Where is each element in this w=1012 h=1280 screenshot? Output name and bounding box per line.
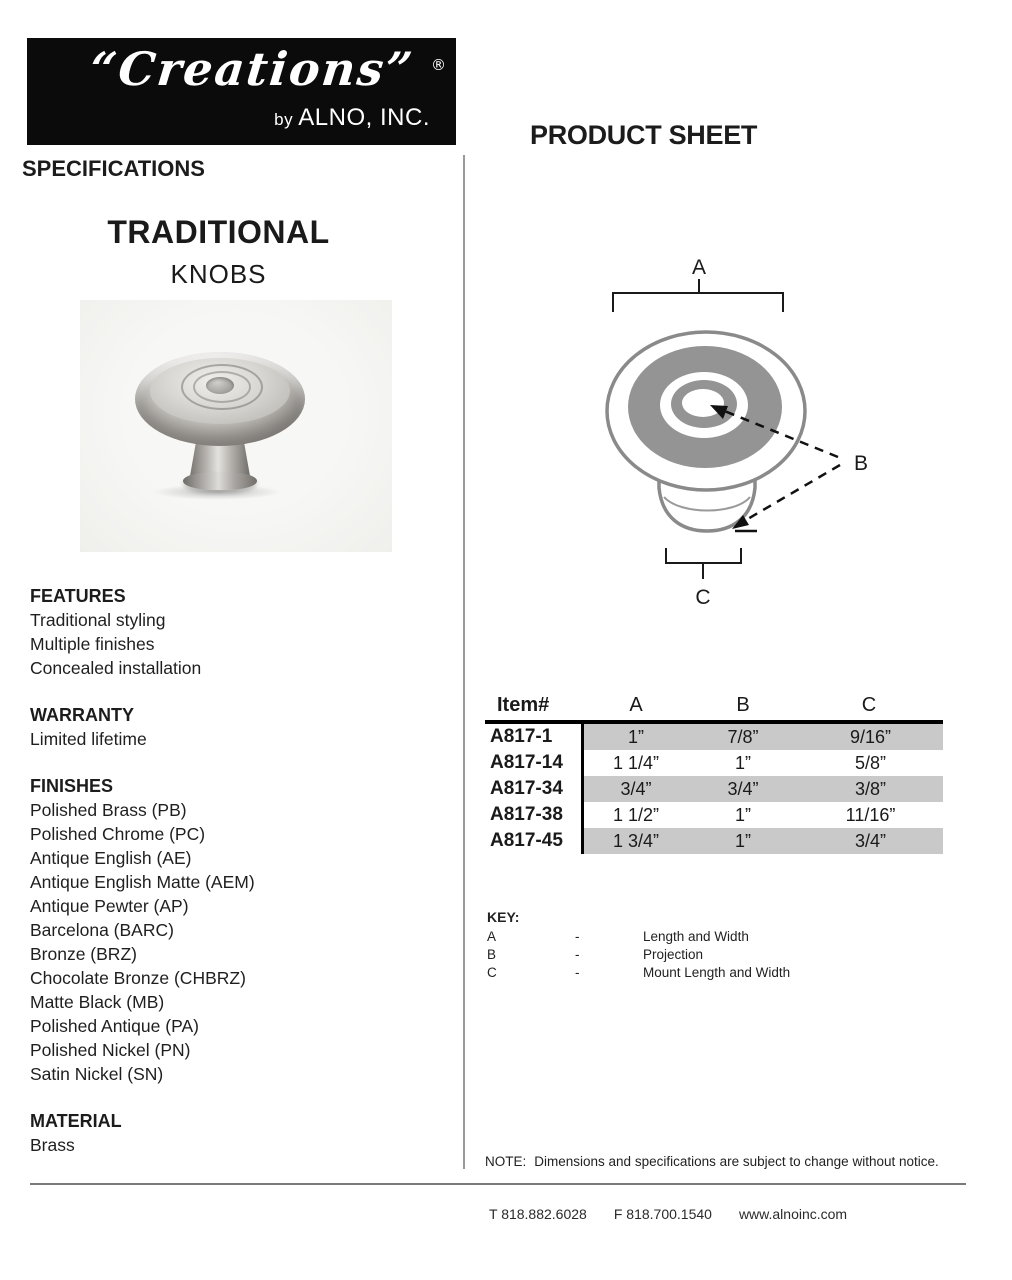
note-text: Dimensions and specifications are subject to change without notice.	[534, 1154, 939, 1169]
item-number: A817-14	[490, 752, 563, 773]
brand-logo-script: “Creations”	[87, 42, 417, 96]
bracket-a	[613, 293, 783, 312]
value-a: 1 1/2”	[612, 804, 660, 825]
key-label: B	[487, 947, 497, 962]
warranty-section	[30, 703, 450, 751]
brand-logo-byline	[274, 104, 430, 132]
list-item: Concealed installation	[30, 658, 202, 678]
brand-logo-company: ALNO, INC.	[298, 104, 430, 131]
list-item: Brass	[30, 1135, 75, 1155]
value-b: 3/4”	[727, 778, 759, 799]
value-a: 3/4”	[620, 778, 652, 799]
table-row-values	[581, 724, 943, 750]
column-header-item: Item#	[497, 694, 550, 716]
spec-table	[485, 694, 943, 854]
brand-logo	[27, 38, 456, 145]
value-a: 1”	[627, 726, 644, 747]
item-number: A817-1	[490, 726, 553, 747]
value-c: 3/8”	[854, 778, 887, 799]
value-c: 11/16”	[845, 804, 896, 825]
footer-fax: F 818.700.1540	[613, 1206, 712, 1222]
key-row	[487, 964, 927, 982]
value-b: 1”	[734, 752, 751, 773]
list-item: Multiple finishes	[30, 634, 155, 654]
table-row	[485, 750, 943, 776]
key-label: A	[487, 929, 497, 944]
note-label: NOTE:	[485, 1154, 527, 1169]
list-item: Polished Brass (PB)	[30, 800, 187, 820]
table-row-values	[581, 802, 943, 828]
product-sheet-title: PRODUCT SHEET	[530, 120, 758, 150]
list-item: Chocolate Bronze (CHBRZ)	[30, 968, 246, 988]
product-title-block	[0, 214, 437, 290]
list-item: Matte Black (MB)	[30, 992, 165, 1012]
value-c: 5/8”	[854, 752, 887, 773]
key-description: Mount Length and Width	[643, 965, 791, 980]
list-item: Antique Pewter (AP)	[30, 896, 189, 916]
table-row-values	[581, 750, 943, 776]
key-row	[487, 928, 927, 946]
key-description: Projection	[643, 947, 704, 962]
table-row-values	[581, 776, 943, 802]
bracket-c	[666, 548, 741, 563]
list-item: Polished Chrome (PC)	[30, 824, 206, 844]
table-row	[485, 776, 943, 802]
table-row	[485, 802, 943, 828]
diagram-label-c: C	[695, 586, 711, 609]
diagram-label-a: A	[691, 256, 707, 279]
key-label: C	[487, 965, 497, 980]
value-c: 9/16”	[849, 726, 892, 747]
key-separator: -	[575, 965, 580, 980]
knob-center-dimple	[206, 377, 234, 394]
list-item: Antique English Matte (AEM)	[30, 872, 255, 892]
value-b: 1”	[734, 830, 751, 851]
warranty-heading: WARRANTY	[30, 705, 134, 725]
material-heading: MATERIAL	[30, 1111, 122, 1131]
value-b: 7/8”	[727, 726, 759, 747]
finishes-heading: FINISHES	[30, 776, 114, 796]
item-number: A817-38	[490, 804, 563, 825]
product-family-title: TRADITIONAL	[107, 214, 330, 250]
list-item: Polished Antique (PA)	[30, 1016, 199, 1036]
dimension-key	[487, 908, 927, 982]
list-item: Barcelona (BARC)	[30, 920, 174, 940]
material-section	[30, 1109, 450, 1157]
brand-logo-by: by	[274, 110, 299, 129]
value-a: 1 3/4”	[612, 830, 660, 851]
registered-trademark-icon: ®	[431, 56, 446, 74]
diagram-label-b: B	[854, 452, 869, 475]
warranty-list	[30, 727, 450, 751]
key-title: KEY:	[487, 909, 520, 925]
material-list	[30, 1133, 450, 1157]
finishes-list	[30, 798, 450, 1086]
column-divider	[463, 155, 465, 1169]
list-item: Polished Nickel (PN)	[30, 1040, 191, 1060]
key-row	[487, 946, 927, 964]
footer-phone: T 818.882.6028	[489, 1206, 587, 1222]
footer-contact	[489, 1206, 847, 1222]
list-item: Antique English (AE)	[30, 848, 192, 868]
key-description: Length and Width	[643, 929, 749, 944]
finishes-section	[30, 774, 450, 1086]
item-number: A817-34	[490, 778, 563, 799]
left-info-column	[30, 584, 450, 1180]
column-header-a: A	[629, 694, 643, 716]
product-type-subtitle: KNOBS	[170, 259, 267, 289]
knob-foot	[183, 472, 257, 490]
product-photo	[80, 300, 392, 552]
value-a: 1 1/4”	[612, 752, 660, 773]
table-row	[485, 828, 943, 854]
features-list	[30, 608, 450, 680]
dimension-diagram	[555, 245, 895, 617]
item-number: A817-45	[490, 830, 563, 851]
specifications-heading: SPECIFICATIONS	[22, 156, 205, 181]
value-b: 1”	[734, 804, 751, 825]
disclaimer-note	[485, 1154, 939, 1169]
column-header-c: C	[861, 694, 877, 716]
value-c: 3/4”	[854, 830, 887, 851]
key-separator: -	[575, 947, 580, 962]
list-item: Satin Nickel (SN)	[30, 1064, 164, 1084]
features-heading: FEATURES	[30, 586, 126, 606]
list-item: Limited lifetime	[30, 729, 147, 749]
features-section	[30, 584, 450, 680]
knob-neck	[190, 442, 250, 476]
footer-rule	[30, 1183, 966, 1185]
key-separator: -	[575, 929, 580, 944]
list-item: Traditional styling	[30, 610, 166, 630]
table-row-values	[581, 828, 943, 854]
footer-website[interactable]: www.alnoinc.com	[738, 1206, 848, 1222]
table-row	[485, 724, 943, 750]
column-header-b: B	[736, 694, 750, 716]
list-item: Bronze (BRZ)	[30, 944, 137, 964]
spec-table-header	[485, 694, 943, 720]
